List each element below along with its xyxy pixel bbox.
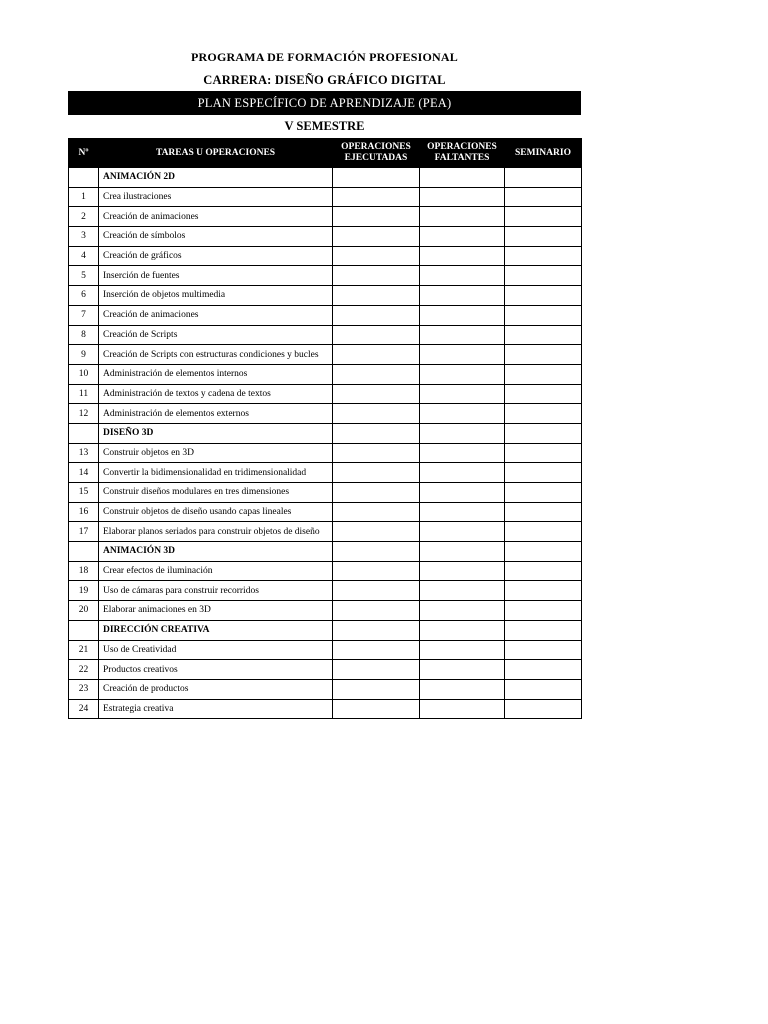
table-row [69,325,582,345]
task-label: Creación de Scripts [99,325,333,345]
header-missing: OPERACIONES FALTANTES [420,139,505,168]
missing-cell [420,325,505,345]
semester-title: V SEMESTRE [284,119,365,133]
table-row [69,187,582,207]
row-number: 21 [69,640,99,660]
missing-cell [420,660,505,680]
seminar-cell [505,404,582,424]
missing-cell [420,266,505,286]
seminar-cell [505,640,582,660]
row-number: 8 [69,325,99,345]
section-label: DIRECCIÓN CREATIVA [99,620,333,640]
task-label: Elaborar animaciones en 3D [99,601,333,621]
seminar-cell [505,699,582,719]
plan-title-bar: PLAN ESPECÍFICO DE APRENDIZAJE (PEA) [68,91,581,115]
section-label: ANIMACIÓN 2D [99,168,333,188]
table-row [69,522,582,542]
table-row [69,463,582,483]
task-label: Creación de Scripts con estructuras condiciones y bucles [99,345,333,365]
seminar-cell [505,561,582,581]
table-row [69,660,582,680]
seminar-cell [505,168,582,188]
seminar-cell [505,660,582,680]
task-label: Inserción de fuentes [99,266,333,286]
task-label: Crea ilustraciones [99,187,333,207]
header-number: Nº [69,139,99,168]
executed-cell [333,286,420,306]
task-label: Creación de símbolos [99,227,333,247]
executed-cell [333,345,420,365]
row-number [69,168,99,188]
executed-cell [333,364,420,384]
section-row [69,620,582,640]
executed-cell [333,207,420,227]
missing-cell [420,423,505,443]
program-title: PROGRAMA DE FORMACIÓN PROFESIONAL [191,50,458,64]
row-number: 24 [69,699,99,719]
row-number [69,620,99,640]
task-label: Creación de animaciones [99,207,333,227]
table-row [69,502,582,522]
task-label: Crear efectos de iluminación [99,561,333,581]
seminar-cell [505,364,582,384]
seminar-cell [505,620,582,640]
table-row [69,640,582,660]
task-label: Creación de animaciones [99,305,333,325]
table-row [69,601,582,621]
seminar-cell [505,227,582,247]
task-label: Administración de elementos internos [99,364,333,384]
task-label: Inserción de objetos multimedia [99,286,333,306]
missing-cell [420,246,505,266]
executed-cell [333,581,420,601]
seminar-cell [505,601,582,621]
row-number: 13 [69,443,99,463]
missing-cell [420,679,505,699]
seminar-cell [505,345,582,365]
seminar-cell [505,463,582,483]
row-number: 16 [69,502,99,522]
missing-cell [420,699,505,719]
executed-cell [333,620,420,640]
seminar-cell [505,207,582,227]
seminar-cell [505,246,582,266]
table-row [69,483,582,503]
task-label: Construir objetos en 3D [99,443,333,463]
row-number: 23 [69,679,99,699]
row-number: 18 [69,561,99,581]
row-number: 6 [69,286,99,306]
executed-cell [333,246,420,266]
row-number: 3 [69,227,99,247]
task-label: Uso de cámaras para construir recorridos [99,581,333,601]
executed-cell [333,483,420,503]
executed-cell [333,561,420,581]
executed-cell [333,168,420,188]
executed-cell [333,601,420,621]
missing-cell [420,561,505,581]
section-label: ANIMACIÓN 3D [99,542,333,562]
executed-cell [333,660,420,680]
row-number: 17 [69,522,99,542]
missing-cell [420,286,505,306]
missing-cell [420,542,505,562]
table-row [69,305,582,325]
table-row [69,345,582,365]
missing-cell [420,305,505,325]
row-number: 22 [69,660,99,680]
missing-cell [420,168,505,188]
executed-cell [333,502,420,522]
row-number: 12 [69,404,99,424]
seminar-cell [505,187,582,207]
missing-cell [420,463,505,483]
seminar-cell [505,443,582,463]
task-label: Administración de elementos externos [99,404,333,424]
table-row [69,364,582,384]
table-row [69,227,582,247]
executed-cell [333,404,420,424]
row-number [69,423,99,443]
row-number: 15 [69,483,99,503]
table-row [69,581,582,601]
row-number: 2 [69,207,99,227]
tasks-table [68,138,582,719]
seminar-cell [505,502,582,522]
seminar-cell [505,522,582,542]
section-label: DISEÑO 3D [99,423,333,443]
executed-cell [333,443,420,463]
missing-cell [420,640,505,660]
missing-cell [420,601,505,621]
row-number: 11 [69,384,99,404]
seminar-cell [505,679,582,699]
header-executed: OPERACIONES EJECUTADAS [333,139,420,168]
seminar-cell [505,542,582,562]
row-number: 5 [69,266,99,286]
table-row [69,443,582,463]
executed-cell [333,266,420,286]
header-seminar: SEMINARIO [505,139,582,168]
section-row [69,542,582,562]
executed-cell [333,640,420,660]
missing-cell [420,483,505,503]
task-label: Construir diseños modulares en tres dimensiones [99,483,333,503]
row-number: 4 [69,246,99,266]
table-row [69,246,582,266]
task-label: Creación de productos [99,679,333,699]
table-row [69,404,582,424]
row-number: 19 [69,581,99,601]
task-label: Convertir la bidimensionalidad en tridimensionalidad [99,463,333,483]
row-number: 14 [69,463,99,483]
missing-cell [420,345,505,365]
missing-cell [420,187,505,207]
header-tasks: TAREAS U OPERACIONES [99,139,333,168]
task-label: Uso de Creatividad [99,640,333,660]
missing-cell [420,443,505,463]
task-label: Creación de gráficos [99,246,333,266]
executed-cell [333,463,420,483]
executed-cell [333,325,420,345]
section-row [69,423,582,443]
task-label: Elaborar planos seriados para construir objetos de diseño [99,522,333,542]
executed-cell [333,679,420,699]
missing-cell [420,384,505,404]
table-row [69,561,582,581]
table-row [69,384,582,404]
executed-cell [333,305,420,325]
table-row [69,207,582,227]
career-title: CARRERA: DISEÑO GRÁFICO DIGITAL [203,73,446,87]
seminar-cell [505,305,582,325]
executed-cell [333,542,420,562]
row-number: 20 [69,601,99,621]
seminar-cell [505,581,582,601]
missing-cell [420,522,505,542]
missing-cell [420,207,505,227]
seminar-cell [505,266,582,286]
table-header-row [69,139,582,168]
row-number [69,542,99,562]
row-number: 7 [69,305,99,325]
executed-cell [333,522,420,542]
executed-cell [333,187,420,207]
row-number: 1 [69,187,99,207]
table-row [69,266,582,286]
row-number: 9 [69,345,99,365]
section-row [69,168,582,188]
seminar-cell [505,483,582,503]
task-label: Productos creativos [99,660,333,680]
seminar-cell [505,286,582,306]
missing-cell [420,404,505,424]
task-label: Estrategia creativa [99,699,333,719]
missing-cell [420,364,505,384]
executed-cell [333,384,420,404]
row-number: 10 [69,364,99,384]
task-label: Administración de textos y cadena de textos [99,384,333,404]
missing-cell [420,581,505,601]
table-row [69,679,582,699]
table-row [69,286,582,306]
task-label: Construir objetos de diseño usando capas lineales [99,502,333,522]
seminar-cell [505,384,582,404]
executed-cell [333,227,420,247]
missing-cell [420,227,505,247]
table-row [69,699,582,719]
missing-cell [420,620,505,640]
seminar-cell [505,325,582,345]
seminar-cell [505,423,582,443]
missing-cell [420,502,505,522]
executed-cell [333,423,420,443]
executed-cell [333,699,420,719]
